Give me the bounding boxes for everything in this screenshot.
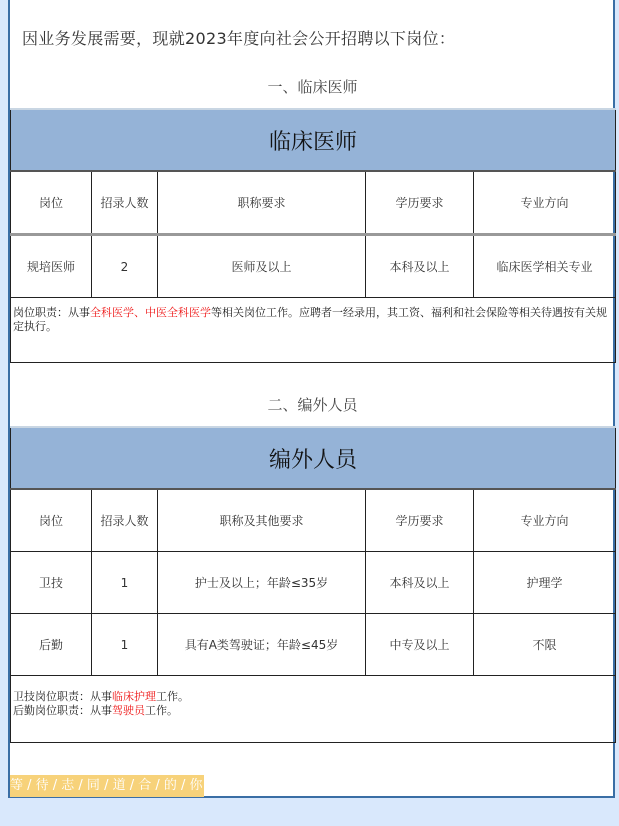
cell-education: 中专及以上	[366, 614, 474, 676]
column-header: 专业方向	[474, 489, 616, 552]
table-header-row	[11, 489, 616, 552]
duty-line-logistics	[13, 704, 613, 718]
note-suffix: 等相关岗位工作。应聘者一经录用，其工资、福利和社会保险等相关待遇按有关规定执行。	[13, 306, 607, 333]
column-header: 职称及其他要求	[158, 489, 366, 552]
column-header: 学历要求	[366, 171, 474, 235]
clinical-table	[10, 108, 616, 363]
column-header: 专业方向	[474, 171, 616, 235]
note-highlight: 全科医学、中医全科医学	[90, 306, 211, 319]
contract-staff-table	[10, 426, 616, 743]
cell-count: 1	[92, 552, 158, 614]
cell-major: 临床医学相关专业	[474, 235, 616, 298]
intro-text: 因业务发展需要，现就2023年度向社会公开招聘以下岗位：	[22, 29, 456, 48]
column-header: 岗位	[11, 171, 92, 235]
section-title-contract: 二、编外人员	[267, 396, 358, 414]
column-header: 招录人数	[92, 489, 158, 552]
column-header: 职称要求	[158, 171, 366, 235]
column-header: 招录人数	[92, 171, 158, 235]
note-prefix: 后勤岗位职责：从事	[13, 704, 112, 717]
table-banner: 编外人员	[11, 427, 616, 489]
table-row	[11, 614, 616, 676]
duty-note	[11, 676, 616, 743]
slogan-tag: 等 / 待 / 志 / 同 / 道 / 合 / 的 / 你	[10, 775, 204, 797]
note-prefix: 卫技岗位职责：从事	[13, 690, 112, 703]
cell-position: 规培医师	[11, 235, 92, 298]
note-suffix: 工作。	[145, 704, 178, 717]
note-suffix: 工作。	[156, 690, 189, 703]
table-row	[11, 235, 616, 298]
cell-title-req: 具有A类驾驶证；年龄≤45岁	[158, 614, 366, 676]
section-title-clinical: 一、临床医师	[267, 78, 358, 96]
note-highlight: 临床护理	[112, 690, 156, 703]
note-highlight: 驾驶员	[112, 704, 145, 717]
column-header: 学历要求	[366, 489, 474, 552]
content-card	[8, 0, 615, 798]
table-header-row	[11, 171, 616, 235]
table-banner: 临床医师	[11, 109, 616, 171]
cell-major: 不限	[474, 614, 616, 676]
cell-position: 卫技	[11, 552, 92, 614]
cell-title-req: 护士及以上；年龄≤35岁	[158, 552, 366, 614]
cell-title-req: 医师及以上	[158, 235, 366, 298]
note-prefix: 岗位职责：从事	[13, 306, 90, 319]
column-header: 岗位	[11, 489, 92, 552]
cell-count: 1	[92, 614, 158, 676]
cell-count: 2	[92, 235, 158, 298]
table-row	[11, 552, 616, 614]
cell-education: 本科及以上	[366, 235, 474, 298]
duty-line-medtech	[13, 690, 613, 704]
cell-major: 护理学	[474, 552, 616, 614]
duty-note	[11, 298, 616, 363]
cell-education: 本科及以上	[366, 552, 474, 614]
cell-position: 后勤	[11, 614, 92, 676]
